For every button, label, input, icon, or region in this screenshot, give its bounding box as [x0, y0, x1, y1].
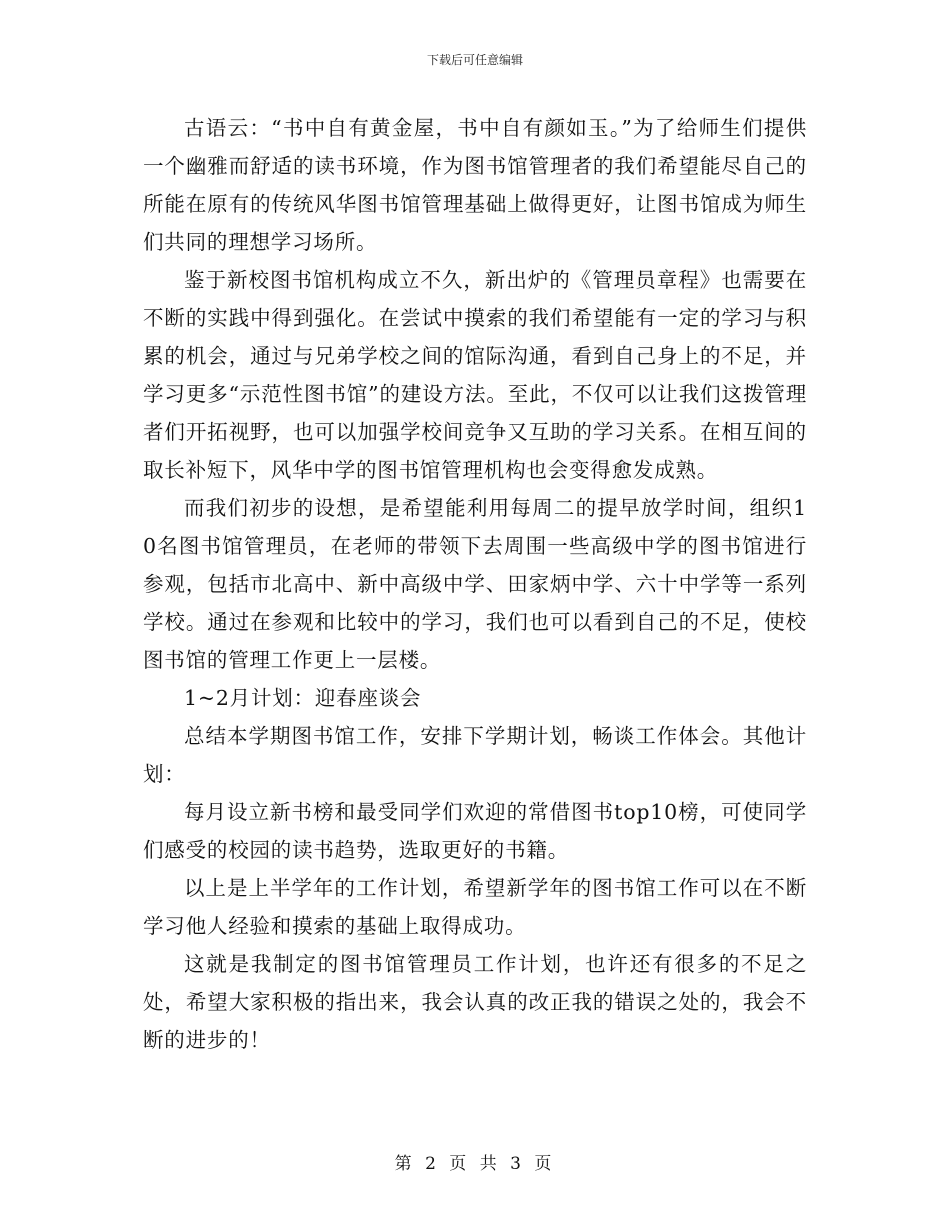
paragraph-intro: 古语云：“书中自有黄金屋，书中自有颜如玉。”为了给师生们提供一个幽雅而舒适的读书环境，作为图书馆管理者的我们希望能尽自己的所能在原有的传统风华图书馆管理基础上做得更好，让图书馆成为师生们共同的理想学习场所。: [143, 116, 807, 254]
paragraph-month-plan-heading: 1~2月计划：迎春座谈会: [184, 686, 422, 710]
page-number: 第 2 页 共 3 页: [394, 1154, 556, 1174]
paragraph-summary: 总结本学期图书馆工作，安排下学期计划，畅谈工作体会。其他计划：: [143, 724, 807, 786]
paragraph-book-ranking: 每月设立新书榜和最受同学们欢迎的常借图书top10榜，可使同学们感受的校园的读书趋势，选取更好的书籍。: [143, 800, 807, 862]
paragraph-plan-idea: 而我们初步的设想，是希望能利用每周二的提早放学时间，组织10名图书馆管理员，在老师的带领下去周围一些高级中学的图书馆进行参观，包括市北高中、新中高级中学、田家炳中学、六十中学等一系列学校。通过在参观和比较中的学习，我们也可以看到自己的不足，使校图书馆的管理工作更上一层楼。: [143, 496, 807, 672]
paragraph-background: 鉴于新校图书馆机构成立不久，新出炉的《管理员章程》也需要在不断的实践中得到强化。在尝试中摸索的我们希望能有一定的学习与积累的机会，通过与兄弟学校之间的馆际沟通，看到自己身上的不足，并学习更多“示范性图书馆”的建设方法。至此，不仅可以让我们这拨管理者们开拓视野，也可以加强学校间竞争又互助的学习关系。在相互间的取长补短下，风华中学的图书馆管理机构也会变得愈发成熟。: [143, 268, 807, 482]
page-header: 下载后可任意编辑: [426, 53, 523, 67]
document-body: [143, 109, 807, 1059]
paragraph-closing: 这就是我制定的图书馆管理员工作计划，也许还有很多的不足之处，希望大家积极的指出来，我会认真的改正我的错误之处的，我会不断的进步的！: [143, 952, 807, 1052]
paragraph-half-year: 以上是上半学年的工作计划，希望新学年的图书馆工作可以在不断学习他人经验和摸索的基础上取得成功。: [143, 876, 807, 938]
